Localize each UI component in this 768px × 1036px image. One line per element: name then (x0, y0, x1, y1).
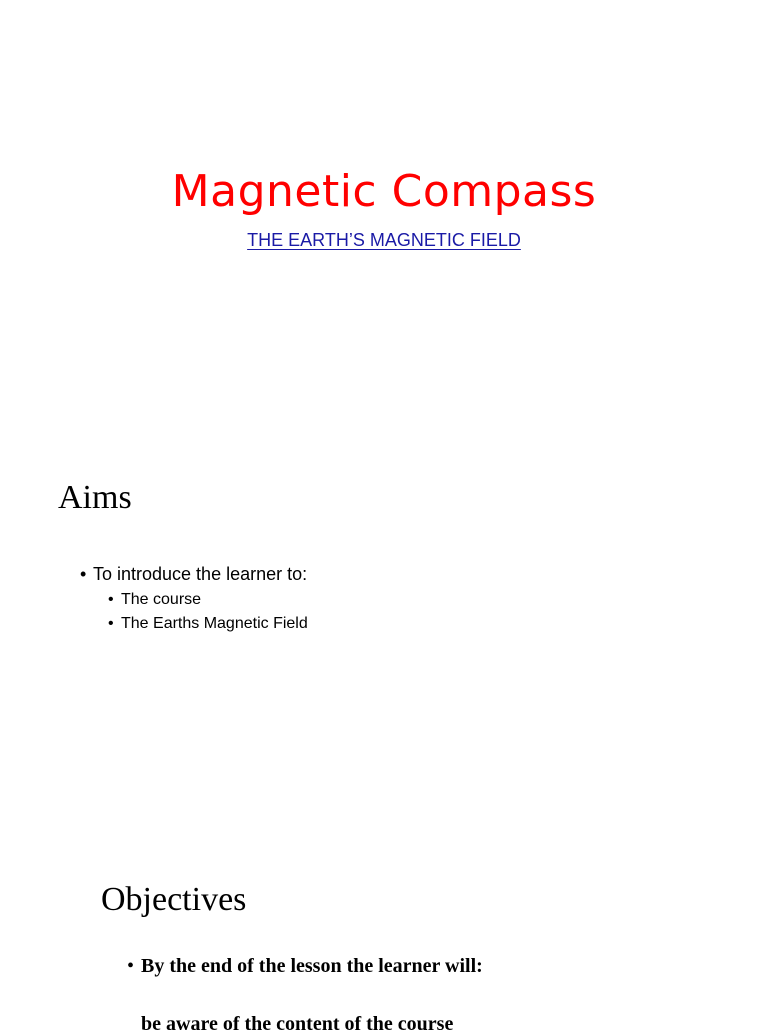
bullet-icon: • (127, 955, 135, 977)
bullet-icon: • (108, 591, 114, 608)
slide-title: Magnetic Compass (171, 166, 597, 217)
title-slide (0, 0, 768, 420)
objectives-heading: Objectives (101, 881, 247, 918)
subtitle-link-container (0, 229, 768, 251)
aims-sub-bullet-text: The Earths Magnetic Field (121, 615, 308, 632)
objectives-bullet (127, 954, 483, 978)
aims-heading: Aims (58, 479, 132, 516)
aims-sub-bullet-text: The course (121, 591, 202, 608)
aims-sub-bullet-magnetic-field (108, 614, 308, 634)
objectives-bullet-text: By the end of the lesson the learner will: (141, 955, 483, 977)
bullet-icon: • (80, 564, 87, 584)
aims-bullet (80, 563, 307, 585)
aims-sub-bullet-course (108, 590, 201, 610)
aims-bullet-text: To introduce the learner to: (93, 564, 308, 584)
subtitle-link[interactable]: THE EARTH’S MAGNETIC FIELD (247, 230, 521, 250)
bullet-icon: • (108, 615, 114, 632)
objectives-partial-line: be aware of the content of the course (141, 1013, 454, 1035)
